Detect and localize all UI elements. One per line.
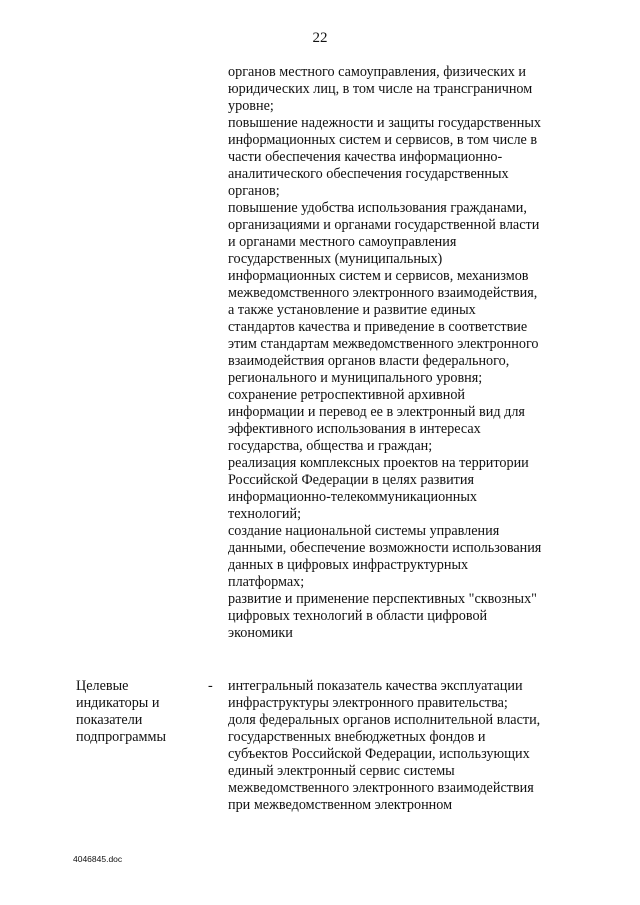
text-line: развитие и применение перспективных "сквозных" bbox=[228, 591, 537, 607]
text-line: части обеспечения качества информационно- bbox=[228, 149, 503, 165]
text-line: субъектов Российской Федерации, использующих bbox=[228, 746, 530, 762]
text-line: сохранение ретроспективной архивной bbox=[228, 387, 466, 403]
text-line: информационно-телекоммуникационных bbox=[228, 489, 477, 505]
text-line: уровне; bbox=[228, 98, 274, 114]
text-line: цифровых технологий в области цифровой bbox=[228, 608, 488, 624]
text-line: государственных (муниципальных) bbox=[228, 251, 443, 267]
label-line: индикаторы и bbox=[76, 695, 160, 711]
text-line: экономики bbox=[228, 625, 293, 641]
text-line: стандартов качества и приведение в соответствие bbox=[228, 319, 528, 335]
text-line: юридических лиц, в том числе на трансграничном bbox=[228, 81, 533, 97]
text-line: эффективного использования в интересах bbox=[228, 421, 481, 437]
text-line: информационных систем и сервисов, механизмов bbox=[228, 268, 529, 284]
footer-filename: 4046845.doc bbox=[73, 854, 123, 864]
label-line: Целевые bbox=[76, 678, 129, 694]
dash-separator: - bbox=[208, 678, 213, 694]
text-line: данными, обеспечение возможности использования bbox=[228, 540, 542, 556]
text-line: создание национальной системы управления bbox=[228, 523, 500, 539]
text-line: повышение надежности и защиты государственных bbox=[228, 115, 541, 131]
text-line: доля федеральных органов исполнительной власти, bbox=[228, 712, 541, 728]
text-line: интегральный показатель качества эксплуатации bbox=[228, 678, 523, 694]
text-line: аналитического обеспечения государственных bbox=[228, 166, 509, 182]
text-line: межведомственного электронного взаимодействия bbox=[228, 780, 534, 796]
text-line: взаимодействия органов власти федерального, bbox=[228, 353, 510, 369]
text-line: регионального и муниципального уровня; bbox=[228, 370, 483, 386]
text-line: и органами местного самоуправления bbox=[228, 234, 457, 250]
text-line: Российской Федерации в целях развития bbox=[228, 472, 475, 488]
text-line: платформах; bbox=[228, 574, 305, 590]
text-line: данных в цифровых инфраструктурных bbox=[228, 557, 469, 573]
text-line: этим стандартам межведомственного электронного bbox=[228, 336, 539, 352]
text-line: органов; bbox=[228, 183, 280, 199]
text-line: государственных внебюджетных фондов и bbox=[228, 729, 486, 745]
text-line: межведомственного электронного взаимодействия, bbox=[228, 285, 538, 301]
text-line: а также установление и развитие единых bbox=[228, 302, 476, 318]
text-line: органов местного самоуправления, физических и bbox=[228, 64, 527, 80]
text-line: единый электронный сервис системы bbox=[228, 763, 455, 779]
text-line: инфраструктуры электронного правительства; bbox=[228, 695, 508, 711]
text-line: государства, общества и граждан; bbox=[228, 438, 433, 454]
text-line: технологий; bbox=[228, 506, 302, 522]
text-line: при межведомственном электронном bbox=[228, 797, 453, 813]
text-line: организациями и органами государственной власти bbox=[228, 217, 540, 233]
label-line: показатели bbox=[76, 712, 143, 728]
label-line: подпрограммы bbox=[76, 729, 166, 745]
text-line: реализация комплексных проектов на территории bbox=[228, 455, 529, 471]
text-line: информации и перевод ее в электронный вид для bbox=[228, 404, 525, 420]
text-line: повышение удобства использования гражданами, bbox=[228, 200, 527, 216]
text-line: информационных систем и сервисов, в том числе в bbox=[228, 132, 538, 148]
page-number: 22 bbox=[312, 30, 328, 46]
